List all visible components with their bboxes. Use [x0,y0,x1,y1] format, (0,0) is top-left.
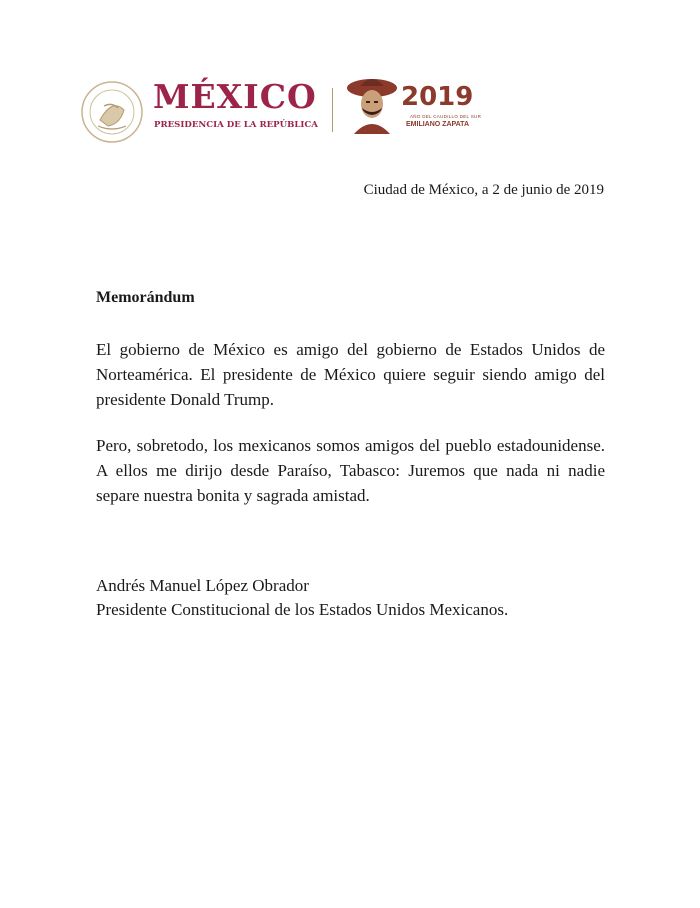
paragraph: El gobierno de México es amigo del gobierno de Estados Unidos de Norteamérica. El presidente de México quiere seguir siendo amigo del presidente Donald Trump. [96,340,605,409]
national-seal-logo [80,80,144,144]
letterhead [80,70,500,145]
document-title: Memorándum [96,289,195,306]
zapata-portrait-logo [346,74,398,134]
year-wordmark: 2019 [401,82,474,112]
office-wordmark: PRESIDENCIA DE LA REPÚBLICA [154,120,318,130]
divider [332,88,333,132]
year-caption: AÑO DEL CAUDILLO DEL SUR [410,114,482,119]
paragraph: Pero, sobretodo, los mexicanos somos amigos del pueblo estadounidense. A ellos me dirijo desde Paraíso, Tabasco: Juremos que nada ni nadie separe nuestra bonita y sagrada amistad. [96,436,605,505]
signature-name: Andrés Manuel López Obrador [96,576,309,595]
date-line: Ciudad de México, a 2 de junio de 2019 [363,182,604,198]
year-name: EMILIANO ZAPATA [406,121,469,128]
signature-title: Presidente Constitucional de los Estados Unidos Mexicanos. [96,600,509,619]
country-wordmark: MÉXICO [153,77,317,116]
